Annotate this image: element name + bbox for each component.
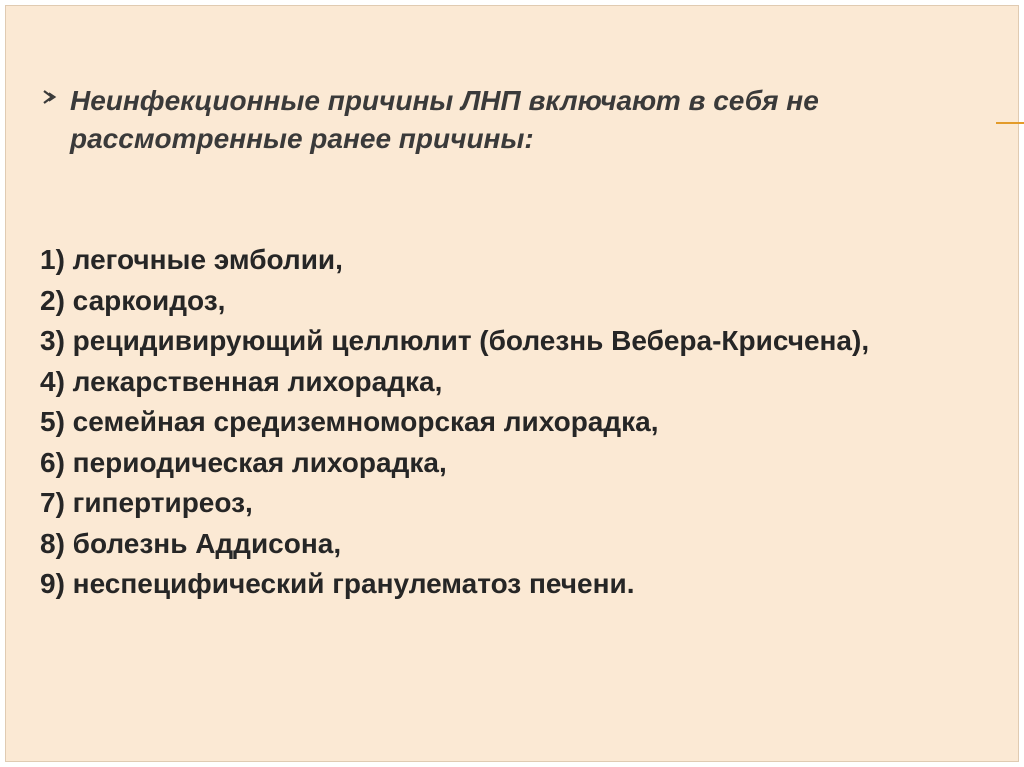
arrow-bullet-icon [40, 86, 62, 108]
list-item: 1) легочные эмболии, [40, 244, 343, 275]
page-heading: Неинфекционные причины ЛНП включают в себя не рассмотренные ранее причины: [70, 85, 819, 154]
list-item: 5) семейная средиземноморская лихорадка, [40, 406, 659, 437]
list-item: 7) гипертиреоз, [40, 487, 253, 518]
list-item: 2) саркоидоз, [40, 284, 226, 316]
accent-line [996, 122, 1024, 124]
list-item: 6) периодическая лихорадка, [40, 446, 447, 478]
causes-list [40, 240, 1000, 605]
slide [5, 5, 1019, 762]
heading-block [40, 82, 990, 158]
list-item: 8) болезнь Аддисона, [40, 527, 342, 559]
list-item: 3) рецидивирующий целлюлит (болезнь Вебера-Крисчена), [40, 325, 870, 356]
list-item: 9) неспецифический гранулематоз печени. [40, 568, 635, 599]
list-item: 4) лекарственная лихорадка, [40, 365, 443, 397]
